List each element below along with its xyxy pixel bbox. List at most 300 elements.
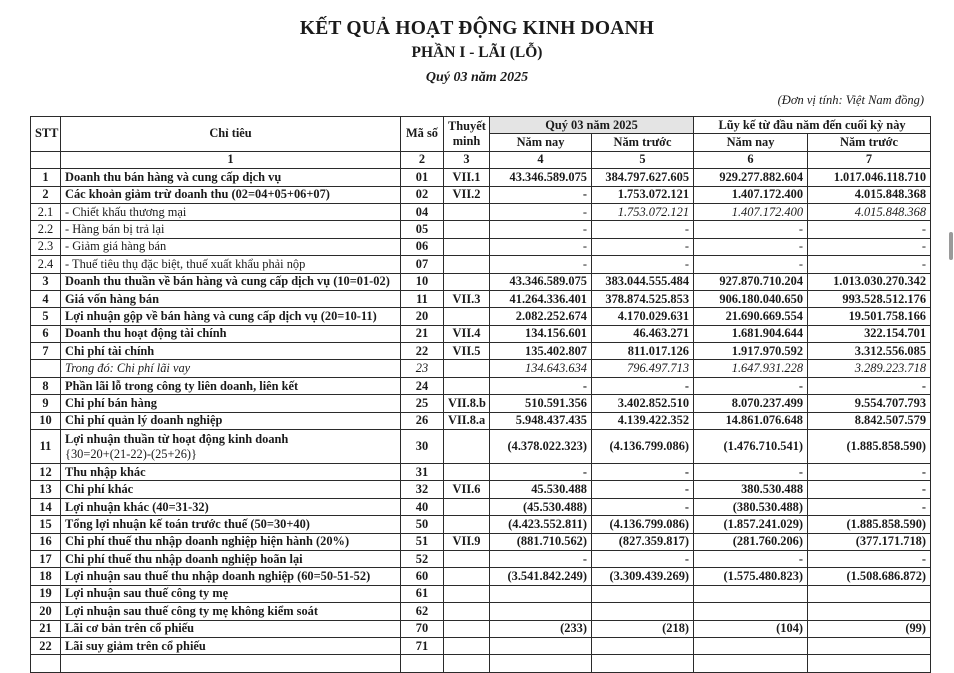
cell-ytd-this-year: -: [694, 256, 808, 273]
row-label: [61, 516, 401, 533]
cell-ytd-last-year: -: [808, 221, 931, 238]
cell-quarter-last-year: -: [592, 238, 694, 255]
cell-quarter-this-year: 510.591.356: [490, 395, 592, 412]
cell-ytd-last-year: -: [808, 238, 931, 255]
row-stt: 2.2: [31, 221, 61, 238]
cell-ytd-this-year: (104): [694, 620, 808, 637]
table-body: [31, 169, 931, 673]
cell-quarter-last-year: -: [592, 221, 694, 238]
cell-ytd-this-year: 927.870.710.204: [694, 273, 808, 290]
empty-cell: [31, 655, 61, 672]
row-code: 23: [401, 360, 444, 377]
row-code: 05: [401, 221, 444, 238]
row-label-text: Tổng lợi nhuận kế toán trước thuế (50=30+40): [65, 516, 310, 531]
row-stt: 2.3: [31, 238, 61, 255]
empty-cell: [808, 655, 931, 672]
row-code: 61: [401, 585, 444, 602]
row-label-text: Chi phí thuế thu nhập doanh nghiệp hiện hành (20%): [65, 534, 350, 549]
row-label: [61, 325, 401, 342]
report-period: Quý 03 năm 2025: [425, 70, 529, 85]
cell-quarter-last-year: (218): [592, 620, 694, 637]
cell-quarter-last-year: 811.017.126: [592, 343, 694, 360]
col-header-note: Thuyết minh: [444, 117, 490, 152]
cell-quarter-last-year: 796.497.713: [592, 360, 694, 377]
col-number: 7: [808, 151, 931, 168]
row-label: [61, 603, 401, 620]
table-row-empty: [31, 655, 931, 672]
cell-ytd-last-year: 3.289.223.718: [808, 360, 931, 377]
row-stt: 3: [31, 273, 61, 290]
row-label: [61, 203, 401, 220]
row-label-text: Các khoản giảm trừ doanh thu (02=04+05+06+07): [65, 187, 330, 202]
row-note: [444, 464, 490, 481]
row-label: [61, 568, 401, 585]
cell-ytd-this-year: (380.530.488): [694, 498, 808, 515]
table-row: [31, 203, 931, 220]
empty-cell: [61, 655, 401, 672]
cell-ytd-this-year: (1.857.241.029): [694, 516, 808, 533]
table-row: [31, 343, 931, 360]
row-label: [61, 550, 401, 567]
cell-quarter-this-year: -: [490, 377, 592, 394]
row-code: 22: [401, 343, 444, 360]
cell-quarter-last-year: (4.136.799.086): [592, 430, 694, 464]
empty-cell: [694, 655, 808, 672]
cell-quarter-last-year: (827.359.817): [592, 533, 694, 550]
table-row: [31, 325, 931, 342]
row-stt: 16: [31, 533, 61, 550]
cell-ytd-this-year: 1.407.172.400: [694, 186, 808, 203]
row-label-text: Lợi nhuận thuần từ hoạt động kinh doanh: [65, 431, 289, 446]
row-code: 71: [401, 637, 444, 654]
cell-quarter-this-year: -: [490, 550, 592, 567]
cell-ytd-last-year: 3.312.556.085: [808, 343, 931, 360]
cell-quarter-this-year: -: [490, 238, 592, 255]
row-code: 60: [401, 568, 444, 585]
row-code: 30: [401, 430, 444, 464]
table-row: [31, 308, 931, 325]
row-note: [444, 620, 490, 637]
cell-quarter-this-year: [490, 603, 592, 620]
empty-cell: [490, 655, 592, 672]
table-row: [31, 169, 931, 186]
row-label-text: Lãi suy giảm trên cổ phiếu: [65, 638, 206, 653]
row-label: [61, 221, 401, 238]
cell-ytd-this-year: 1.917.970.592: [694, 343, 808, 360]
row-note: [444, 430, 490, 464]
row-note: VII.6: [444, 481, 490, 498]
row-label: [61, 533, 401, 550]
row-note: [444, 256, 490, 273]
row-label: [61, 377, 401, 394]
row-stt: 5: [31, 308, 61, 325]
cell-quarter-this-year: (881.710.562): [490, 533, 592, 550]
row-label-text: Chi phí tài chính: [65, 343, 155, 358]
row-stt: 22: [31, 637, 61, 654]
empty-cell: [401, 655, 444, 672]
cell-ytd-this-year: 1.647.931.228: [694, 360, 808, 377]
cell-ytd-last-year: -: [808, 377, 931, 394]
cell-quarter-last-year: [592, 637, 694, 654]
row-label: [61, 395, 401, 412]
col-header-q-this-year: Năm nay: [490, 134, 592, 151]
row-label-text: Lợi nhuận gộp về bán hàng và cung cấp dịch vụ (20=10-11): [65, 308, 377, 323]
row-label: [61, 637, 401, 654]
row-note: [444, 308, 490, 325]
row-code: 26: [401, 412, 444, 429]
cell-quarter-last-year: 46.463.271: [592, 325, 694, 342]
row-label-text: Chi phí quản lý doanh nghiệp: [65, 413, 223, 428]
cell-quarter-this-year: -: [490, 186, 592, 203]
row-code: 21: [401, 325, 444, 342]
currency-unit-note: (Đơn vị tính: Việt Nam đồng): [777, 93, 924, 107]
cell-ytd-last-year: -: [808, 464, 931, 481]
row-stt: 19: [31, 585, 61, 602]
cell-ytd-last-year: -: [808, 256, 931, 273]
table-row: [31, 412, 931, 429]
row-label-text: - Thuế tiêu thụ đặc biệt, thuế xuất khẩu phải nộp: [65, 256, 306, 271]
row-note: [444, 360, 490, 377]
cell-quarter-this-year: 43.346.589.075: [490, 169, 592, 186]
row-code: 24: [401, 377, 444, 394]
row-code: 50: [401, 516, 444, 533]
cell-quarter-last-year: -: [592, 256, 694, 273]
cell-ytd-last-year: 322.154.701: [808, 325, 931, 342]
row-note: VII.2: [444, 186, 490, 203]
cell-quarter-this-year: 2.082.252.674: [490, 308, 592, 325]
row-stt: [31, 360, 61, 377]
table-row: [31, 360, 931, 377]
cell-ytd-this-year: [694, 637, 808, 654]
cell-quarter-this-year: -: [490, 203, 592, 220]
cell-quarter-last-year: 384.797.627.605: [592, 169, 694, 186]
cell-quarter-this-year: 134.156.601: [490, 325, 592, 342]
cell-quarter-last-year: -: [592, 550, 694, 567]
cell-quarter-this-year: 41.264.336.401: [490, 290, 592, 307]
table-row: [31, 430, 931, 464]
header-row-1: [31, 117, 931, 134]
cell-ytd-this-year: 1.681.904.644: [694, 325, 808, 342]
cell-ytd-this-year: [694, 585, 808, 602]
cell-quarter-this-year: 43.346.589.075: [490, 273, 592, 290]
cell-ytd-this-year: 929.277.882.604: [694, 169, 808, 186]
row-note: VII.8.a: [444, 412, 490, 429]
cell-quarter-this-year: 45.530.488: [490, 481, 592, 498]
table-row: [31, 620, 931, 637]
col-group-quarter: Quý 03 năm 2025: [490, 117, 694, 134]
cell-ytd-last-year: 19.501.758.166: [808, 308, 931, 325]
cell-quarter-last-year: (3.309.439.269): [592, 568, 694, 585]
table-row: [31, 533, 931, 550]
table-row: [31, 568, 931, 585]
row-stt: 14: [31, 498, 61, 515]
table-row: [31, 603, 931, 620]
table-row: [31, 516, 931, 533]
row-label: [61, 308, 401, 325]
row-label-text: Lợi nhuận sau thuế công ty mẹ: [65, 586, 229, 601]
cell-ytd-last-year: (377.171.718): [808, 533, 931, 550]
cell-ytd-this-year: -: [694, 221, 808, 238]
row-note: [444, 585, 490, 602]
row-label-text: Doanh thu thuần về bán hàng và cung cấp dịch vụ (10=01-02): [65, 274, 390, 289]
cell-ytd-last-year: [808, 585, 931, 602]
row-label-text: Phần lãi lỗ trong công ty liên doanh, liên kết: [65, 378, 299, 393]
cell-ytd-last-year: (1.885.858.590): [808, 516, 931, 533]
empty-cell: [592, 655, 694, 672]
cell-ytd-last-year: 1.013.030.270.342: [808, 273, 931, 290]
cell-quarter-last-year: [592, 603, 694, 620]
row-label-text: Giá vốn hàng bán: [65, 291, 160, 306]
col-header-ytd-last-year: Năm trước: [808, 134, 931, 151]
row-label-formula: {30=20+(21-22)-(25+26)}: [65, 446, 197, 461]
row-code: 62: [401, 603, 444, 620]
row-label-text: - Chiết khấu thương mại: [65, 204, 187, 219]
cell-quarter-this-year: (233): [490, 620, 592, 637]
cell-ytd-this-year: -: [694, 377, 808, 394]
row-note: VII.1: [444, 169, 490, 186]
cell-quarter-this-year: [490, 585, 592, 602]
row-note: VII.4: [444, 325, 490, 342]
row-note: [444, 516, 490, 533]
row-stt: 17: [31, 550, 61, 567]
row-label: [61, 169, 401, 186]
table-row: [31, 464, 931, 481]
table-row: [31, 637, 931, 654]
row-code: 06: [401, 238, 444, 255]
cell-ytd-last-year: [808, 603, 931, 620]
row-label: [61, 585, 401, 602]
row-note: VII.5: [444, 343, 490, 360]
row-label-text: Doanh thu bán hàng và cung cấp dịch vụ: [65, 169, 282, 184]
cell-quarter-last-year: 3.402.852.510: [592, 395, 694, 412]
col-header-code: Mã số: [401, 117, 444, 152]
table-row: [31, 273, 931, 290]
table-row: [31, 498, 931, 515]
cell-ytd-this-year: -: [694, 238, 808, 255]
cell-ytd-this-year: 906.180.040.650: [694, 290, 808, 307]
row-stt: 10: [31, 412, 61, 429]
col-header-name: Chỉ tiêu: [61, 117, 401, 152]
row-stt: 6: [31, 325, 61, 342]
row-note: [444, 221, 490, 238]
cell-quarter-last-year: [592, 585, 694, 602]
row-label-text: Lợi nhuận sau thuế công ty mẹ không kiểm soát: [65, 603, 319, 618]
row-note: [444, 550, 490, 567]
row-code: 52: [401, 550, 444, 567]
row-note: VII.9: [444, 533, 490, 550]
row-stt: 2: [31, 186, 61, 203]
row-code: 70: [401, 620, 444, 637]
row-note: [444, 273, 490, 290]
row-code: 11: [401, 290, 444, 307]
cell-ytd-this-year: [694, 603, 808, 620]
row-stt: 9: [31, 395, 61, 412]
row-note: VII.8.b: [444, 395, 490, 412]
cell-ytd-last-year: -: [808, 550, 931, 567]
col-number: 1: [61, 151, 401, 168]
cell-quarter-this-year: [490, 637, 592, 654]
col-header-ytd-this-year: Năm nay: [694, 134, 808, 151]
row-note: [444, 377, 490, 394]
cell-ytd-last-year: 8.842.507.579: [808, 412, 931, 429]
row-code: 07: [401, 256, 444, 273]
row-code: 20: [401, 308, 444, 325]
row-stt: 2.1: [31, 203, 61, 220]
row-label: [61, 498, 401, 515]
row-code: 51: [401, 533, 444, 550]
row-label-text: - Hàng bán bị trả lại: [65, 222, 165, 237]
cell-ytd-this-year: 1.407.172.400: [694, 203, 808, 220]
table-row: [31, 481, 931, 498]
cell-quarter-this-year: (45.530.488): [490, 498, 592, 515]
cell-quarter-last-year: -: [592, 464, 694, 481]
row-note: [444, 637, 490, 654]
table-row: [31, 550, 931, 567]
col-group-ytd: Lũy kế từ đầu năm đến cuối kỳ này: [694, 117, 931, 134]
row-label-text: Chi phí thuế thu nhập doanh nghiệp hoãn lại: [65, 551, 303, 566]
row-stt: 21: [31, 620, 61, 637]
report-subtitle: PHẦN I - LÃI (LỖ): [411, 44, 543, 61]
cell-quarter-this-year: 5.948.437.435: [490, 412, 592, 429]
row-label: [61, 256, 401, 273]
cell-ytd-last-year: 9.554.707.793: [808, 395, 931, 412]
cell-ytd-last-year: (1.885.858.590): [808, 430, 931, 464]
row-label: [61, 430, 401, 464]
row-label: [61, 481, 401, 498]
cell-ytd-last-year: -: [808, 481, 931, 498]
row-label: [61, 464, 401, 481]
row-label: [61, 290, 401, 307]
row-stt: 20: [31, 603, 61, 620]
row-code: 02: [401, 186, 444, 203]
cell-ytd-last-year: [808, 637, 931, 654]
cell-quarter-last-year: -: [592, 481, 694, 498]
column-number-row: [31, 151, 931, 168]
report-title: KẾT QUẢ HOẠT ĐỘNG KINH DOANH: [299, 18, 655, 39]
row-label: [61, 238, 401, 255]
row-label-text: Chi phí khác: [65, 482, 134, 497]
row-stt: 2.4: [31, 256, 61, 273]
row-label-text: Trong đó: Chi phí lãi vay: [65, 361, 191, 376]
row-note: [444, 603, 490, 620]
cell-quarter-this-year: (3.541.842.249): [490, 568, 592, 585]
row-code: 25: [401, 395, 444, 412]
cell-ytd-last-year: (99): [808, 620, 931, 637]
cell-ytd-this-year: 380.530.488: [694, 481, 808, 498]
row-stt: 1: [31, 169, 61, 186]
row-label-text: Thu nhập khác: [65, 464, 146, 479]
row-label-text: Lãi cơ bản trên cổ phiếu: [65, 621, 195, 636]
row-label: [61, 343, 401, 360]
cell-quarter-this-year: 134.643.634: [490, 360, 592, 377]
cell-ytd-this-year: (1.476.710.541): [694, 430, 808, 464]
income-statement-table: [30, 116, 931, 673]
row-code: 04: [401, 203, 444, 220]
row-stt: 15: [31, 516, 61, 533]
table-row: [31, 290, 931, 307]
col-number: 5: [592, 151, 694, 168]
row-label: [61, 620, 401, 637]
row-code: 31: [401, 464, 444, 481]
row-label: [61, 360, 401, 377]
cell-quarter-last-year: 383.044.555.484: [592, 273, 694, 290]
table-row: [31, 221, 931, 238]
cell-ytd-last-year: 1.017.046.118.710: [808, 169, 931, 186]
row-code: 01: [401, 169, 444, 186]
table-row: [31, 186, 931, 203]
row-stt: 18: [31, 568, 61, 585]
col-number: 3: [444, 151, 490, 168]
row-label: [61, 273, 401, 290]
cell-ytd-this-year: -: [694, 550, 808, 567]
cell-quarter-this-year: (4.423.552.811): [490, 516, 592, 533]
row-code: 32: [401, 481, 444, 498]
row-note: [444, 203, 490, 220]
row-label-text: Chi phí bán hàng: [65, 395, 157, 410]
cell-ytd-this-year: -: [694, 464, 808, 481]
row-label: [61, 412, 401, 429]
row-label-text: Lợi nhuận sau thuế thu nhập doanh nghiệp (60=50-51-52): [65, 569, 371, 584]
row-code: 40: [401, 498, 444, 515]
row-stt: 7: [31, 343, 61, 360]
cell-ytd-last-year: 993.528.512.176: [808, 290, 931, 307]
cell-ytd-last-year: -: [808, 498, 931, 515]
cell-quarter-this-year: 135.402.807: [490, 343, 592, 360]
cell-quarter-this-year: -: [490, 256, 592, 273]
cell-quarter-last-year: (4.136.799.086): [592, 516, 694, 533]
row-stt: 4: [31, 290, 61, 307]
col-header-q-last-year: Năm trước: [592, 134, 694, 151]
empty-cell: [444, 655, 490, 672]
row-stt: 12: [31, 464, 61, 481]
row-note: [444, 498, 490, 515]
scrollbar-thumb[interactable]: [949, 232, 953, 260]
row-stt: 11: [31, 430, 61, 464]
row-stt: 8: [31, 377, 61, 394]
cell-ytd-this-year: (1.575.480.823): [694, 568, 808, 585]
row-code: 10: [401, 273, 444, 290]
cell-ytd-this-year: 8.070.237.499: [694, 395, 808, 412]
row-note: [444, 238, 490, 255]
col-number: 2: [401, 151, 444, 168]
cell-quarter-last-year: 1.753.072.121: [592, 186, 694, 203]
row-label-text: Lợi nhuận khác (40=31-32): [65, 499, 209, 514]
cell-quarter-last-year: 1.753.072.121: [592, 203, 694, 220]
cell-quarter-this-year: -: [490, 464, 592, 481]
col-header-stt: STT: [31, 117, 61, 152]
row-note: VII.3: [444, 290, 490, 307]
cell-quarter-last-year: 4.139.422.352: [592, 412, 694, 429]
table-row: [31, 585, 931, 602]
cell-quarter-last-year: -: [592, 498, 694, 515]
cell-quarter-last-year: -: [592, 377, 694, 394]
row-label-text: - Giảm giá hàng bán: [65, 239, 167, 254]
row-stt: 13: [31, 481, 61, 498]
cell-quarter-this-year: (4.378.022.323): [490, 430, 592, 464]
cell-ytd-this-year: 14.861.076.648: [694, 412, 808, 429]
row-note: [444, 568, 490, 585]
col-number: 6: [694, 151, 808, 168]
table-row: [31, 377, 931, 394]
cell-ytd-last-year: 4.015.848.368: [808, 203, 931, 220]
cell-ytd-this-year: (281.760.206): [694, 533, 808, 550]
col-number: 4: [490, 151, 592, 168]
cell-quarter-last-year: 378.874.525.853: [592, 290, 694, 307]
cell-quarter-this-year: -: [490, 221, 592, 238]
table-row: [31, 395, 931, 412]
row-label: [61, 186, 401, 203]
table-row: [31, 256, 931, 273]
